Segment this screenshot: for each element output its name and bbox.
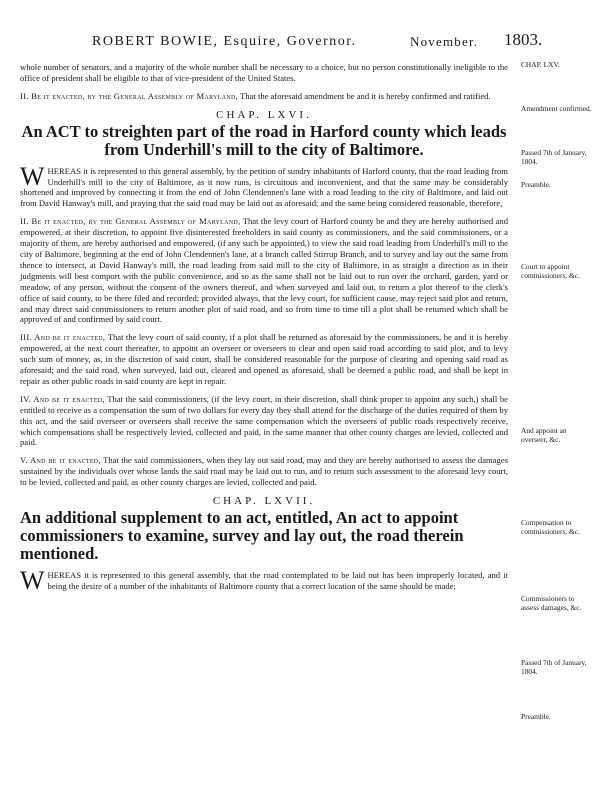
preamble-66-paragraph [20, 161, 508, 210]
drop-cap-w: W [20, 161, 45, 191]
section-66-2-lead: II. Be it enacted, by the General Assembly of Maryland, [20, 216, 241, 227]
section-66-4-paragraph [20, 394, 508, 449]
section-66-3-body: That the levy court of said county, if a plot shall be returned as aforesaid by the commissioners, be and it is hereby empowered, at the next court thereafter, to appoint an overseer or overseers to clear and open said road according to said plot, and to levy such sum of money, as, in the discretion of said court, shall be considered reasonable for the purpose of clearing and opening said road as aforesaid; and the said road, when surveyed, laid out, cleared and opened as aforesaid, shall be deemed a public road, and shall be kept in repair as other public roads in said county are kept in repair. [20, 332, 508, 386]
section-66-4-body: That the said commissioners, (if the levy court, in their discretion, shall think proper to appoint any such,) shall be entitled to receive as a compensation the sum of two dollars for every day they shall attend for the discharge of the duties required of them by this act, and the said overseer or overseers shall receive the same compensation which the overseers of public roads respectively receive, which compensations shall be respectively levied, collected and paid, in the same manner that other county charges are levied, collected and paid. [20, 393, 508, 448]
act-67-title: An additional supplement to an act, entitled, An act to appoint commissioners to examine, survey and lay out, the road therein mentioned. [20, 508, 464, 563]
preamble-67-body: HEREAS it is represented to this general assembly, that the road contemplated to be laid out has been improperly located, and it being the desire of a number of the inhabitants of Baltimore county that a correct location of the same should be made; [47, 570, 508, 591]
section-2-body: That the aforesaid amendment be and it is hereby confirmed and ratified. [240, 90, 491, 101]
chapter-67-heading: CHAP. LXVII. [212, 495, 316, 508]
preamble-66-body: HEREAS it is represented to this general assembly, by the petition of sundry inhabitants of Harford county, that the road leading from Underhill's mill to the city of Baltimore, as it now runs, is circuitous and inconvenient, and that the same may be considerably shortened and improved by connecting it from the end of John Clendennen's lane with a road leading to the city of Baltimore, and laid out from David Hanway's mill, and praying that the said road may be laid out as aforesaid; and the same being considered reasonable, therefore, [20, 165, 508, 209]
margin-note-passed-66: Passed 7th of January, 1804. [521, 148, 587, 166]
intro-paragraph: whole number of senators, and a majority of the whole number shall be necessary to a choice, but no person constitutionally ineligible to the office of president shall be eligible to that of vice-president of the United States. [20, 62, 508, 83]
preamble-67-paragraph [20, 566, 508, 595]
margin-note-passed-67: Passed 7th of January, 1804. [521, 658, 587, 676]
main-text [20, 62, 508, 595]
margin-note-preamble-66: Preamble. [521, 180, 551, 189]
act-66-title: An ACT to streighten part of the road in Harford county which leads from Underhill's mill to the city of Baltimore. [21, 121, 507, 159]
section-66-2-body: That the levy court of Harford county be and they are hereby authorised and empowered, at their discretion, to appoint five disinterested freeholders in said county as commissioners, and the said commissioners, or a majority of them, are hereby authorised and empowered, (if any such be appointed,) to view the said road leading from Underhill's mill to the city of Baltimore, beginning at the end of John Clendennen's lane, at a branch called Stirrup Branch, and to survey and lay out the same from thence to intersect, at David Hanway's mill, the road leading from said mill to the city of Baltimore, in as straight a direction as in their judgments will best comport with the public convenience, and so as the same shall not be laid out to run over the orchard, garden, yard or meadow, of any person, without the consent of the owners thereof, and when surveyed and laid out, to return a plot thereof to the clerk's office of said county, to be there filed and recorded; provided always, that the levy court, for sufficient cause, may reject said plot and return, and may direct said commissioners to return another plot of said road, and so from time to time till a plot shall be returned which shall be approved of and confirmed by said court. [20, 216, 508, 325]
drop-cap-w-2: W [20, 566, 45, 595]
section-2-paragraph [20, 91, 508, 102]
section-66-5-lead: V. And be it enacted, [20, 455, 101, 466]
margin-note-court-commissioners: Court to appoint commissioners, &c. [521, 262, 580, 280]
margin-note-damages: Commissioners to assess damages, &c. [521, 594, 582, 612]
section-66-4-lead: IV. And be it enacted, [20, 393, 105, 404]
header-year: 1803. [504, 30, 543, 49]
margin-note-compensation: Compensation to commissioners, &c. [521, 518, 580, 536]
margin-note-chap-65: CHAP. LXV. [521, 60, 560, 69]
section-66-2-paragraph [20, 216, 508, 325]
margin-note-preamble-67: Preamble. [521, 712, 551, 721]
header-month: November. [410, 34, 479, 49]
margin-note-appoint-overseer: And appoint an overseer, &c. [521, 426, 567, 444]
section-66-3-paragraph [20, 332, 508, 387]
header-title: ROBERT BOWIE, Esquire, Governor. [92, 34, 357, 49]
page-header [0, 30, 600, 54]
section-66-3-lead: III. And be it enacted, [20, 332, 106, 343]
section-66-5-paragraph [20, 455, 508, 488]
margin-note-amendment: Amendment confirmed. [521, 104, 592, 113]
section-66-5-body: That the said commissioners, when they lay out said road, may and they are hereby authorised to assess the damages sustained by the individuals over whose lands the said road may be laid out to run, and to return such assessment to the aforesaid levy court, to be levied, collected and paid, as other county charges are levied, collected and paid. [20, 455, 508, 488]
section-2-lead: II. Be it enacted, by the General Assembly of Maryland, [20, 90, 239, 101]
chapter-66-heading: CHAP. LXVI. [216, 108, 312, 121]
